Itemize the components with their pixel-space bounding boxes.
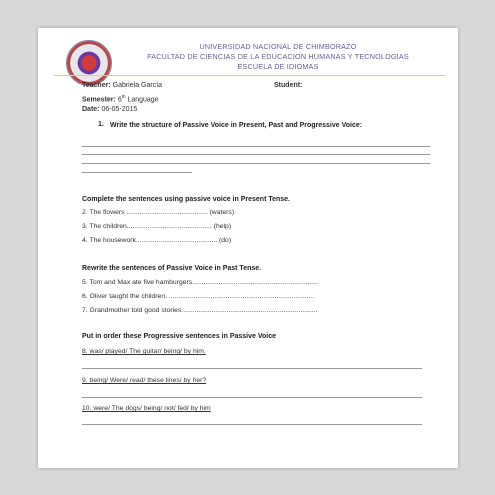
q1-text: Write the structure of Passive Voice in Present, Past and Progressive Voice: xyxy=(110,122,363,129)
date-value: 06-05-2015 xyxy=(101,106,138,113)
answer-line[interactable] xyxy=(82,163,430,164)
teacher-row xyxy=(82,82,162,89)
faculty-name: FACULTAD DE CIENCIAS DE LA EDUCACION HUMANAS Y TECNOLOGIAS xyxy=(147,52,409,61)
present-item: 4. The housework........................................... (do) xyxy=(82,237,232,244)
past-item: 6. Oliver taught the children. ............................................................................. xyxy=(82,293,315,300)
university-seal-icon xyxy=(66,40,112,86)
worksheet-page xyxy=(38,28,458,468)
teacher-label: Teacher: xyxy=(82,82,111,89)
semester-value-rest: Language xyxy=(127,96,159,104)
answer-line[interactable] xyxy=(82,397,422,398)
answer-line[interactable] xyxy=(82,172,192,173)
answer-line[interactable] xyxy=(82,424,422,425)
university-name: UNIVERSIDAD NACIONAL DE CHIMBORAZO xyxy=(199,42,357,51)
present-section-title: Complete the sentences using passive voice in Present Tense. xyxy=(82,196,291,203)
past-item: 5. Tom and Max ate five hamburgers................................................................... xyxy=(82,279,319,286)
teacher-value: Gabriela García xyxy=(112,82,163,89)
date-label: Date: xyxy=(82,106,100,113)
progressive-item: 10. were/ The dogs/ being/ not/ fed/ by him xyxy=(82,405,211,412)
q1-number: 1. xyxy=(98,121,104,128)
present-item: 2. The flowers ........................................... (waters) xyxy=(82,209,235,216)
semester-row xyxy=(82,94,159,103)
progressive-section-title: Put in order these Progressive sentences in Passive Voice xyxy=(82,333,277,340)
answer-line[interactable] xyxy=(82,154,430,155)
progressive-item: 8. was/ played/ The guitar/ being/ by him. xyxy=(82,348,206,355)
header-divider xyxy=(54,75,446,76)
progressive-item: 9. being/ Were/ read/ these lines/ by her? xyxy=(82,377,207,384)
semester-label: Semester: xyxy=(82,96,116,104)
answer-line[interactable] xyxy=(82,146,430,147)
past-item: 7. Grandmother told good stories........................................................................ xyxy=(82,307,318,314)
present-item: 3. The children............................................. (help) xyxy=(82,223,232,230)
semester-value-num: 6 xyxy=(117,96,122,104)
semester-value-sup: th xyxy=(121,94,126,99)
student-label: Student: xyxy=(274,82,303,89)
date-row xyxy=(82,106,137,113)
answer-line[interactable] xyxy=(82,368,422,369)
past-section-title: Rewrite the sentences of Passive Voice in Past Tense. xyxy=(82,265,262,272)
school-name: ESCUELA DE IDIOMAS xyxy=(237,62,319,71)
